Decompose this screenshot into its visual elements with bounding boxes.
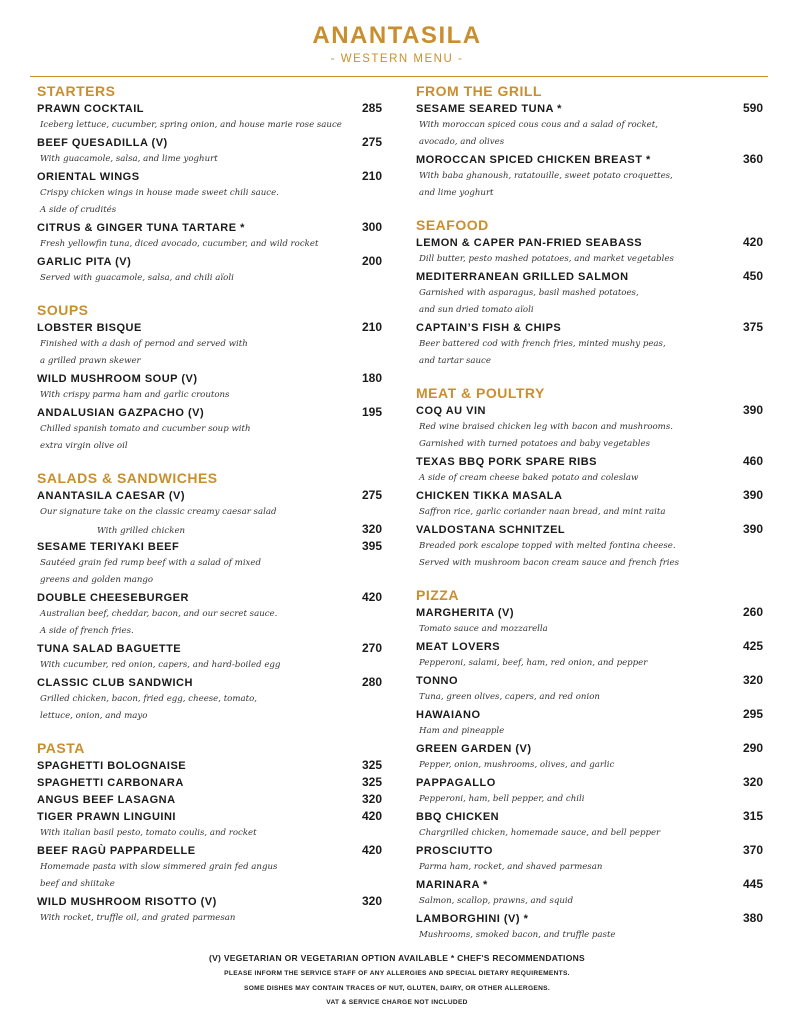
menu-item-row [37,100,382,117]
menu-item-description: Beer battered cod with french fries, minted mushy peas, [419,339,666,349]
menu-item-name: CHICKEN TIKKA MASALA [416,490,563,502]
section-title: FROM THE GRILL [416,83,542,99]
menu-item [416,706,763,740]
menu-item-price: 195 [361,405,382,419]
menu-item-name: CITRUS & GINGER TUNA TARTARE * [37,222,245,234]
menu-item-description: beef and shiitake [40,879,115,889]
menu-item-description: With italian basil pesto, tomato coulis, and rocket [40,828,257,838]
section-title: SOUPS [37,302,89,318]
section-title: PIZZA [416,587,459,603]
menu-item-description: Homemade pasta with slow simmered grain fed angus [40,862,278,872]
menu-item-description: Dill butter, pesto mashed potatoes, and market vegetables [419,254,674,264]
menu-item [416,268,763,319]
menu-item-row [37,589,382,606]
menu-item-price: 395 [361,539,382,553]
menu-item-row [37,253,382,270]
menu-item [416,402,763,453]
menu-item-row [37,808,382,825]
menu-item-price: 460 [742,454,763,468]
menu-item-price: 325 [361,775,382,789]
menu-item-name: ORIENTAL WINGS [37,171,140,183]
menu-item [37,538,382,589]
footer-allergy-notice: PLEASE INFORM THE SERVICE STAFF OF ANY ALLERGIES AND SPECIAL DIETARY REQUIREMENTS. [224,970,570,977]
menu-item [37,774,382,791]
menu-item-name: SESAME SEARED TUNA * [416,103,562,115]
menu-item-description: Saffron rice, garlic coriander naan bread, and mint raita [419,507,666,517]
menu-item-description: A side of french fries. [40,626,134,636]
menu-item [416,842,763,876]
menu-item-row [37,757,382,774]
menu-item-description: Served with mushroom bacon cream sauce and french fries [419,558,680,568]
menu-item-price: 450 [742,269,763,283]
menu-item-name: WILD MUSHROOM SOUP (V) [37,373,198,385]
menu-item [416,672,763,706]
menu-item-description: Crispy chicken wings in house made sweet chili sauce. [40,188,279,198]
menu-item-row [416,706,763,723]
menu-item [37,842,382,893]
menu-item-description: Garnished with asparagus, basil mashed potatoes, [419,288,639,298]
menu-item-row [416,319,763,336]
menu-item-price: 210 [361,169,382,183]
menu-item-name: TEXAS BBQ PORK SPARE RIBS [416,456,597,468]
menu-item-price: 210 [361,320,382,334]
menu-item-name: DOUBLE CHEESEBURGER [37,592,189,604]
menu-item [416,151,763,202]
menu-item-row [416,876,763,893]
menu-item-description: greens and golden mango [40,575,154,585]
menu-item-description: and sun dried tomato aïoli [419,305,534,315]
menu-item-row [416,453,763,470]
menu-item-name: HAWAIANO [416,709,481,721]
menu-item-price: 290 [742,741,763,755]
menu-item-name: GARLIC PITA (V) [37,256,132,268]
menu-item [37,219,382,253]
menu-item-price: 320 [361,792,382,806]
menu-item [37,319,382,370]
menu-item-name: BEEF QUESADILLA (V) [37,137,168,149]
footer-vat-notice: VAT & SERVICE CHARGE NOT INCLUDED [326,999,468,1006]
menu-item [37,589,382,640]
section-title: MEAT & POULTRY [416,385,545,401]
menu-item-price: 300 [361,220,382,234]
section-title: SEAFOOD [416,217,489,233]
section-spacer [416,572,763,586]
menu-item [37,791,382,808]
section-spacer [37,725,382,739]
menu-item [37,521,382,538]
menu-item-description: With crispy parma ham and garlic croutons [40,390,230,400]
menu-item-name: WILD MUSHROOM RISOTTO (V) [37,896,217,908]
menu-item-name: SPAGHETTI BOLOGNAISE [37,760,187,772]
menu-item-row [37,134,382,151]
menu-item-description: With guacamole, salsa, and lime yoghurt [40,154,218,164]
menu-item-description: A side of crudités [40,205,117,215]
menu-item [416,774,763,808]
menu-item-row [416,604,763,621]
menu-item-name: MOROCCAN SPICED CHICKEN BREAST * [416,154,651,166]
menu-item-price: 280 [361,675,382,689]
menu-item-row [37,640,382,657]
menu-item-price: 375 [742,320,763,334]
menu-item-row [37,842,382,859]
menu-title: ANANTASILA [312,22,482,49]
menu-item [37,674,382,725]
menu-item-description: Sautéed grain fed rump beef with a salad of mixed [40,558,261,568]
menu-item-price: 380 [742,911,763,925]
menu-item-name: PRAWN COCKTAIL [37,103,145,115]
menu-item [37,100,382,134]
menu-item [37,253,382,287]
footer-traces-notice: SOME DISHES MAY CONTAIN TRACES OF NUT, GLUTEN, DAIRY, OR OTHER ALLERGENS. [244,985,550,992]
menu-item-description: Tuna, green olives, capers, and red onion [419,692,600,702]
menu-item-description: Pepperoni, salami, beef, ham, red onion, and pepper [419,658,648,668]
menu-item-description: and lime yoghurt [419,188,494,198]
menu-item-description: Salmon, scallop, prawns, and squid [419,896,574,906]
menu-item-row [416,521,763,538]
menu-item-row [416,100,763,117]
menu-item-price: 325 [361,758,382,772]
menu-item-name: MEAT LOVERS [416,641,501,653]
menu-item-price: 390 [742,522,763,536]
menu-item-price: 275 [361,135,382,149]
menu-item-row [37,404,382,421]
menu-item-description: Breaded pork escalope topped with melted fontina cheese. [419,541,676,551]
footer-legend: (V) VEGETARIAN OR VEGETARIAN OPTION AVAILABLE * CHEF'S RECOMMENDATIONS [208,953,586,963]
menu-item-name: GREEN GARDEN (V) [416,743,532,755]
section-spacer [416,370,763,384]
menu-item-name: CAPTAIN’S FISH & CHIPS [416,322,562,334]
menu-item-description: and tartar sauce [419,356,491,366]
menu-item-name: PROSCIUTTO [416,845,493,857]
menu-item-row [416,774,763,791]
menu-item [37,404,382,455]
menu-item-description: A side of cream cheese baked potato and coleslaw [419,473,639,483]
menu-item-price: 285 [361,101,382,115]
menu-item-name: LOBSTER BISQUE [37,322,142,334]
menu-item-name: PAPPAGALLO [416,777,496,789]
menu-item [37,640,382,674]
menu-item-name: ANANTASILA CAESAR (V) [37,490,185,502]
menu-item-name: SPAGHETTI CARBONARA [37,777,184,789]
menu-item-row [37,219,382,236]
menu-item-description: Chilled spanish tomato and cucumber soup with [40,424,251,434]
menu-subtitle: - WESTERN MENU - [330,53,464,65]
menu-item-description: extra virgin olive oil [40,441,128,451]
menu-item-row [37,168,382,185]
menu-item-price: 320 [361,894,382,908]
menu-item [37,168,382,219]
menu-item-price: 370 [742,843,763,857]
menu-item-price: 270 [361,641,382,655]
menu-item-name: CLASSIC CLUB SANDWICH [37,677,193,689]
menu-item [416,234,763,268]
menu-item-description: lettuce, onion, and mayo [40,711,148,721]
menu-item-description: Iceberg lettuce, cucumber, spring onion, and house marie rose sauce [40,120,342,130]
menu-item-description: avocado, and olives [419,137,505,147]
left-column [37,82,382,927]
menu-item-row [37,487,382,504]
header-divider [30,76,768,77]
menu-item [416,319,763,370]
menu-item-row [37,674,382,691]
menu-item [37,134,382,168]
menu-item-price: 315 [742,809,763,823]
menu-item-name: MARGHERITA (V) [416,607,515,619]
menu-item-price: 320 [742,673,763,687]
menu-item-name: VALDOSTANA SCHNITZEL [416,524,566,536]
section-title: STARTERS [37,83,116,99]
menu-item-name: MEDITERRANEAN GRILLED SALMON [416,271,629,283]
menu-item-price: 320 [742,775,763,789]
menu-item-price: 260 [742,605,763,619]
menu-item-row [37,538,382,555]
menu-item-name: COQ AU VIN [416,405,486,417]
menu-item-price: 420 [742,235,763,249]
menu-item-row [416,740,763,757]
menu-item [37,487,382,521]
menu-item [416,521,763,572]
menu-item-price: 420 [361,843,382,857]
menu-item-row [37,319,382,336]
menu-item-description: a grilled prawn skewer [40,356,141,366]
menu-item [416,453,763,487]
menu-item-description: Parma ham, rocket, and shaved parmesan [419,862,603,872]
menu-item-description: Finished with a dash of pernod and served with [40,339,248,349]
menu-item-row [416,402,763,419]
menu-item-row [416,234,763,251]
menu-item-row [37,774,382,791]
menu-item-row [416,842,763,859]
menu-item-price: 445 [742,877,763,891]
menu-item-description: Tomato sauce and mozzarella [419,624,548,634]
menu-item-row [37,521,382,538]
menu-item-row [37,893,382,910]
section-spacer [416,202,763,216]
menu-item-row [416,151,763,168]
menu-item-description: Garnished with turned potatoes and baby vegetables [419,439,650,449]
menu-item-description: Mushrooms, smoked bacon, and truffle paste [419,930,616,940]
menu-item-description: With rocket, truffle oil, and grated parmesan [40,913,236,923]
menu-item-name: BEEF RAGÙ PAPPARDELLE [37,845,196,857]
menu-item-description: With moroccan spiced cous cous and a salad of rocket, [419,120,658,130]
menu-item [416,740,763,774]
menu-item-row [416,638,763,655]
right-column [416,82,763,944]
menu-item-description: Chargrilled chicken, homemade sauce, and bell pepper [419,828,661,838]
menu-item-name: MARINARA * [416,879,488,891]
menu-item [416,604,763,638]
menu-item-row [416,910,763,927]
menu-item-description: With cucumber, red onion, capers, and hard-boiled egg [40,660,281,670]
menu-item-row [416,487,763,504]
menu-item-price: 420 [361,809,382,823]
menu-item-price: 275 [361,488,382,502]
menu-item [416,638,763,672]
menu-item-description: Fresh yellowfin tuna, diced avocado, cucumber, and wild rocket [40,239,319,249]
menu-item-description: Grilled chicken, bacon, fried egg, cheese, tomato, [40,694,257,704]
menu-item-name: LEMON & CAPER PAN-FRIED SEABASS [416,237,643,249]
menu-item [416,808,763,842]
menu-item-row [416,268,763,285]
menu-item-row [37,370,382,387]
menu-item-name: ANDALUSIAN GAZPACHO (V) [37,407,205,419]
menu-item [37,370,382,404]
menu-item-name: TUNA SALAD BAGUETTE [37,643,182,655]
menu-item-name: TONNO [416,675,459,687]
menu-item [37,893,382,927]
menu-item-name: BBQ CHICKEN [416,811,500,823]
menu-item [416,100,763,151]
menu-item-description: Red wine braised chicken leg with bacon and mushrooms. [419,422,673,432]
menu-item-description: Australian beef, cheddar, bacon, and our secret sauce. [40,609,278,619]
section-spacer [37,455,382,469]
menu-item-price: 360 [742,152,763,166]
menu-item-price: 425 [742,639,763,653]
menu-item-price: 390 [742,488,763,502]
section-title: SALADS & SANDWICHES [37,470,218,486]
menu-item-price: 295 [742,707,763,721]
section-spacer [37,287,382,301]
menu-item-price: 180 [361,371,382,385]
menu-item-description: Our signature take on the classic creamy caesar salad [40,507,277,517]
menu-item [416,487,763,521]
menu-item-name: LAMBORGHINI (V) * [416,913,529,925]
menu-item-price: 200 [361,254,382,268]
menu-item [37,757,382,774]
menu-item-description: Ham and pineapple [419,726,505,736]
menu-item-row [37,791,382,808]
menu-item-description: Served with guacamole, salsa, and chili aïoli [40,273,234,283]
menu-item [416,876,763,910]
menu-item-price: 590 [742,101,763,115]
menu-item-name: SESAME TERIYAKI BEEF [37,541,180,553]
menu-item-name: ANGUS BEEF LASAGNA [37,794,176,806]
menu-item-row [416,808,763,825]
section-title: PASTA [37,740,85,756]
menu-item-description: Pepper, onion, mushrooms, olives, and garlic [419,760,615,770]
menu-item-description: Pepperoni, ham, bell pepper, and chili [419,794,585,804]
menu-item-price: 420 [361,590,382,604]
menu-item-price: 320 [361,522,382,536]
menu-item [37,808,382,842]
menu-item [416,910,763,944]
menu-item-description: With baba ghanoush, ratatouille, sweet potato croquettes, [419,171,673,181]
menu-item-name: TIGER PRAWN LINGUINI [37,811,176,823]
menu-item-row [416,672,763,689]
menu-item-price: 390 [742,403,763,417]
menu-item-option: With grilled chicken [97,526,186,536]
